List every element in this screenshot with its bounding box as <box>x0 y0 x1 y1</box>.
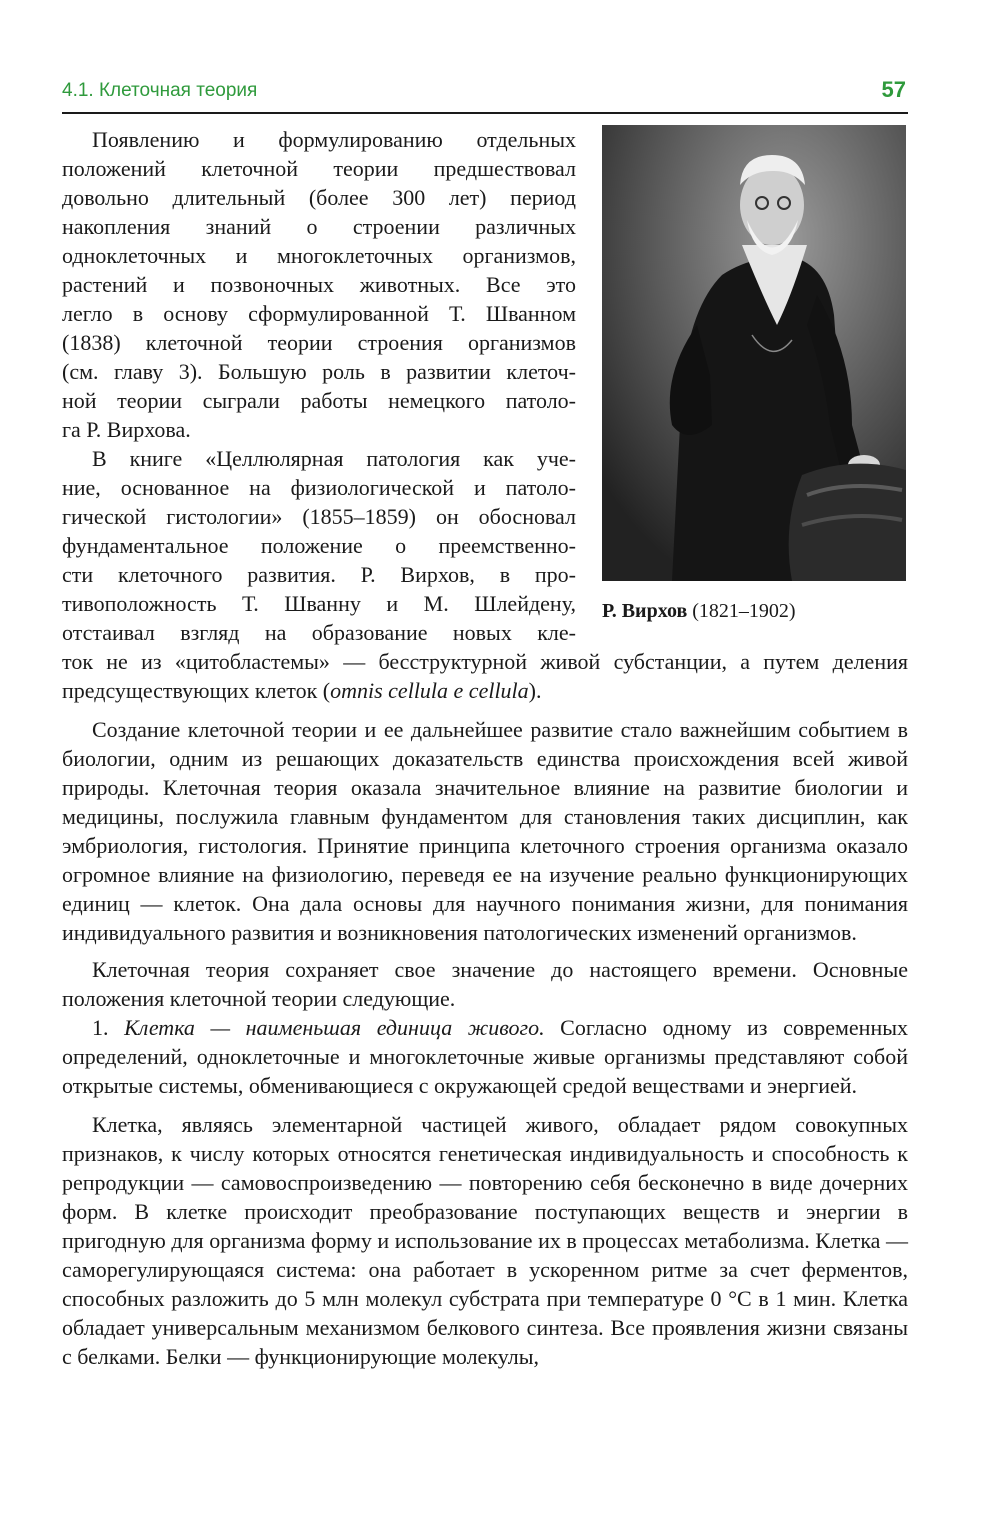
text-line: (см. главу 3). Большую роль в развитии клеточ- <box>62 359 576 384</box>
paragraph-text: ток не из «цитобластемы» — бесструктурной живой субстанции, а путем деления предсуществующих клеток ( <box>62 649 908 703</box>
text-line: растений и позвоночных животных. Все это <box>62 272 576 297</box>
wrapped-column <box>62 125 576 647</box>
text-line: накопления знаний о строении различных <box>62 214 576 239</box>
text-line: Появлению и формулированию отдельных <box>92 127 576 152</box>
text-line: сти клеточного развития. Р. Вирхов, в про- <box>62 562 576 587</box>
text-line: ние, основанное на физиологической и патоло- <box>62 475 576 500</box>
text-line: положений клеточной теории предшествовал <box>62 156 576 181</box>
list-item-heading: Клетка — наименьшая единица живого. <box>124 1015 545 1040</box>
paragraph-4: Клеточная теория сохраняет свое значение до настоящего времени. Основные положения клеточной теории следующие. <box>62 957 908 1011</box>
text-line: тивоположность Т. Шванну и М. Шлейдену, <box>62 591 576 616</box>
caption-years: (1821–1902) <box>687 600 796 622</box>
list-number: 1. <box>92 1015 125 1040</box>
list-item-1 <box>62 1013 908 1100</box>
text-line: гической гистологии» (1855–1859) он обосновал <box>62 504 576 529</box>
text-line: ной теории сыграли работы немецкого патоло- <box>62 388 576 413</box>
text-line: отстаивал взгляд на образование новых кле- <box>62 620 576 645</box>
paragraph-3: Создание клеточной теории и ее дальнейшее развитие стало важнейшим событием в биологии, одним из решающих доказательств единства происхождения всей живой природы. Клеточная теория оказала значительное влияние на развитие биологии и медицины, послужила главным фундаментом для становления таких дисциплин, как эмбриология, гистология. Принятие принципа клеточного строения организма оказало огромное влияние на физиологию, переведя ее на изучение реально функционирующих единиц — клеток. Она дала основы для научного понимания жизни, для понимания индивидуального развития и возникновения патологических изменений организмов. <box>62 717 908 945</box>
latin-phrase: omnis cellula e cellula <box>330 678 529 703</box>
list-item-text: Согласно одному из современных определений, одноклеточные и многоклеточные живые организмы представляют собой открытые системы, обменивающиеся с окружающей средой веществами и энергией. <box>62 1015 909 1098</box>
paragraph-5: Клетка, являясь элементарной частицей живого, обладает рядом совокупных признаков, к числу которых относятся генетическая индивидуальность и способность к репродукции — самовоспроизведению — повторению себя бесконечно в виде дочерних форм. В клетке происходит преобразование поступающих веществ и энергии в пригодную для организма форму и использование их в процессах метаболизма. Клетка — саморегулирующаяся система: она работает в ускоренном ритме за счет ферментов, способных разложить до 5 млн молекул субстрата при температуре 0 °С в 1 мин. Клетка обладает универсальным механизмом белкового синтеза. Все проявления жизни связаны с белками. Белки — функционирующие молекулы, <box>62 1112 908 1369</box>
page-number: 57 <box>881 77 906 102</box>
text-line: одноклеточных и многоклеточных организмов, <box>62 243 576 268</box>
caption-name: Р. Вирхов <box>602 600 688 622</box>
text-line: довольно длительный (более 300 лет) период <box>62 185 576 210</box>
text-line: га Р. Вирхова. <box>62 417 191 442</box>
section-title: 4.1. Клеточная теория <box>62 80 258 101</box>
text-line: В книге «Целлюлярная патология как уче- <box>92 446 576 471</box>
body-text <box>62 125 908 1371</box>
running-header <box>62 76 908 114</box>
text-line: фундаментальное положение о преемственно- <box>62 533 576 558</box>
text-line: легло в основу сформулированной Т. Шванном <box>62 301 576 326</box>
paragraph-2-end <box>62 647 908 705</box>
text-line: (1838) клеточной теории строения организмов <box>62 330 576 355</box>
paragraph-text: ). <box>528 678 542 703</box>
